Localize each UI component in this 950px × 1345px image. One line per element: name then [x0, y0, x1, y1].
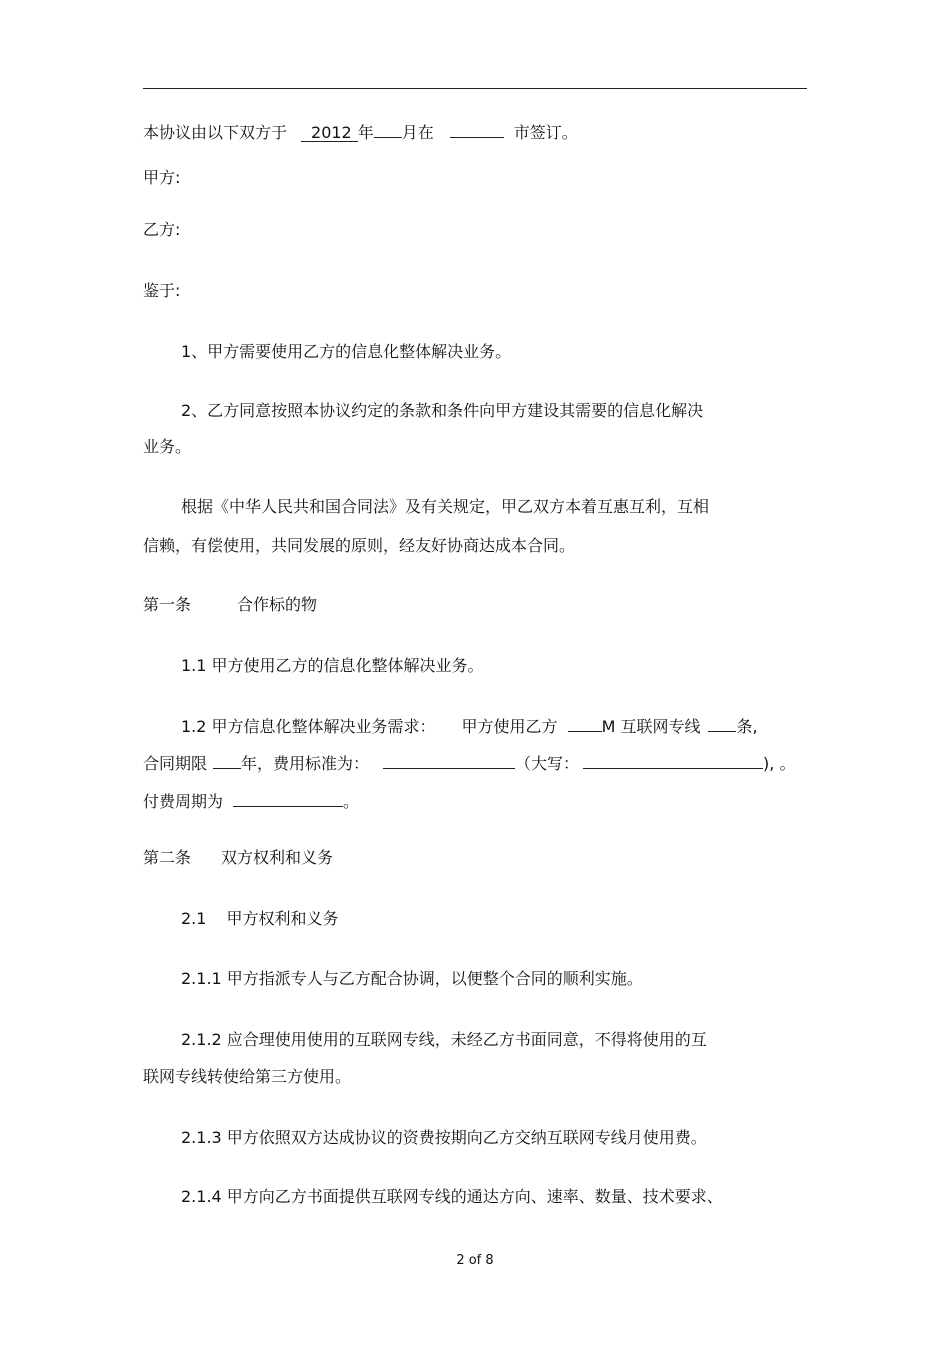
whereas-item-1: 1、甲方需要使用乙方的信息化整体解决业务。	[181, 342, 512, 361]
whereas-label: 鉴于:	[143, 281, 181, 300]
clause-1-2-line-3	[143, 790, 359, 812]
section-2-1-title: 甲方权利和义务	[226, 909, 339, 928]
intro-line	[143, 121, 578, 143]
section-2-1-number: 2.1	[181, 909, 207, 928]
clause-2-1-2: 2.1.2 应合理使用使用的互联网专线，未经乙方书面同意，不得将使用的互	[181, 1030, 707, 1049]
clause-1-2-text-g: （大写：	[515, 754, 580, 773]
city-blank	[450, 121, 504, 138]
clause-2-1-4: 2.1.4 甲方向乙方书面提供互联网专线的通达方向、速率、数量、技术要求、	[181, 1187, 723, 1206]
term-blank	[213, 752, 241, 769]
clause-1-2-text-c: M 互联网专线	[601, 717, 701, 736]
page-number: 2 of 8	[456, 1253, 494, 1268]
clause-1-2-line-2	[143, 752, 795, 774]
article-2-heading	[143, 848, 333, 868]
line-count-blank	[708, 715, 736, 732]
whereas-item-2: 2、乙方同意按照本协议约定的条款和条件向甲方建设其需要的信息化解决	[181, 401, 704, 420]
article-2-title: 双方权利和义务	[221, 848, 334, 867]
clause-1-2-text-f: 年，费用标准为：	[241, 754, 370, 773]
month-blank	[374, 121, 402, 138]
article-1-title: 合作标的物	[237, 595, 318, 614]
intro-prefix: 本协议由以下双方于	[143, 123, 288, 142]
basis-line-2: 信赖，有偿使用，共同发展的原则，经友好协商达成本合同。	[143, 536, 576, 555]
party-b-label: 乙方:	[143, 220, 181, 239]
clause-2-1-2-cont: 联网专线转使给第三方使用。	[143, 1067, 352, 1086]
header-rule	[143, 88, 807, 89]
clause-1-2-text-j: 。	[343, 792, 360, 811]
year-unit: 年	[357, 123, 374, 142]
payment-period-blank	[233, 790, 343, 807]
year-field: 2012	[301, 124, 358, 142]
article-1-number: 第一条	[143, 595, 192, 614]
clause-1-2-text-h: ), 。	[763, 754, 796, 773]
clause-1-2-text-d: 条,	[736, 717, 758, 736]
clause-1-2-text-a: 1.2 甲方信息化整体解决业务需求：	[181, 717, 436, 736]
clause-1-1: 1.1 甲方使用乙方的信息化整体解决业务。	[181, 656, 484, 675]
fee-blank	[383, 752, 515, 769]
basis-line-1: 根据《中华人民共和国合同法》及有关规定，甲乙双方本着互惠互利，互相	[181, 497, 710, 516]
clause-1-2-line-1	[181, 715, 758, 737]
intro-suffix: 市签订。	[513, 123, 578, 142]
month-unit: 月在	[401, 123, 434, 142]
clause-1-2-text-i: 付费周期为	[143, 792, 224, 811]
article-1-heading	[143, 595, 317, 615]
fee-uppercase-blank	[583, 752, 763, 769]
party-a-label: 甲方:	[143, 168, 181, 187]
clause-2-1-3: 2.1.3 甲方依照双方达成协议的资费按期向乙方交纳互联网专线月使用费。	[181, 1128, 707, 1147]
clause-1-2-text-b: 甲方使用乙方	[461, 717, 558, 736]
clause-1-2-text-e: 合同期限	[143, 754, 208, 773]
bandwidth-blank	[568, 715, 602, 732]
whereas-item-2-cont: 业务。	[143, 437, 192, 456]
section-2-1-heading	[181, 909, 338, 929]
article-2-number: 第二条	[143, 848, 192, 867]
clause-2-1-1: 2.1.1 甲方指派专人与乙方配合协调，以便整个合同的顺利实施。	[181, 969, 643, 988]
